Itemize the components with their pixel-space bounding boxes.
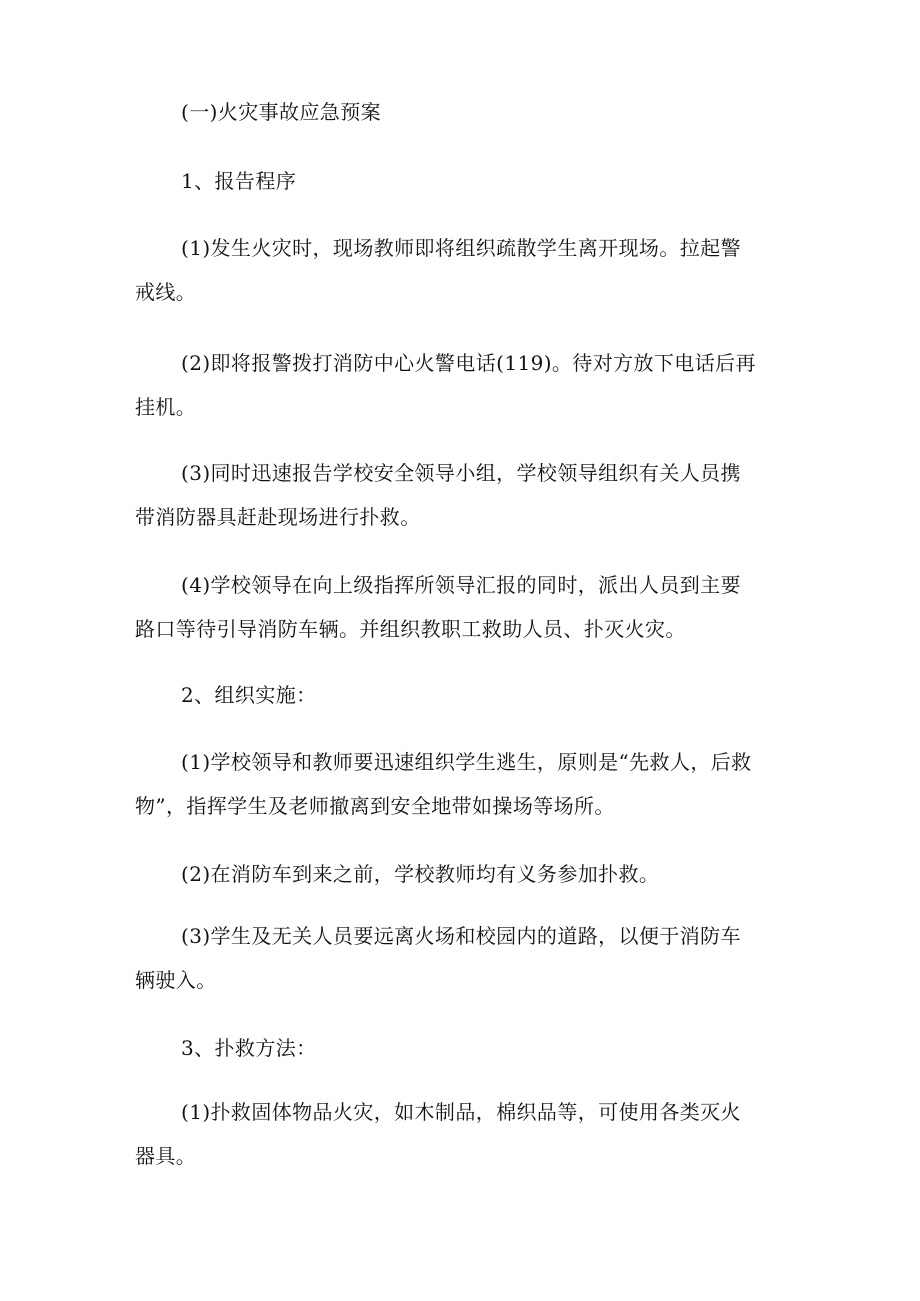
paragraph-item [135, 563, 790, 651]
subheading-report-procedure [135, 159, 790, 203]
paragraph-item [135, 1090, 790, 1178]
paragraph-item [135, 226, 790, 314]
paragraph-item [135, 451, 790, 539]
text-line: 物”，指挥学生及老师撤离到安全地带如操场等场所。 [135, 794, 615, 818]
text-line: (4)学校领导在向上级指挥所领导汇报的同时，派出人员到主要 [181, 573, 741, 597]
text-line: 1、报告程序 [181, 169, 297, 193]
paragraph-item [135, 740, 790, 828]
text-line: (3)同时迅速报告学校安全领导小组，学校领导组织有关人员携 [181, 461, 741, 485]
text-line: 辆驶入。 [135, 968, 217, 992]
text-line: (1)发生火灾时，现场教师即将组织疏散学生离开现场。拉起警 [181, 236, 741, 260]
paragraph-item [135, 852, 790, 896]
text-line: (1)学校领导和教师要迅速组织学生逃生，原则是“先救人，后救 [181, 750, 752, 774]
text-line: (1)扑救固体物品火灾，如木制品，棉织品等，可使用各类灭火 [181, 1100, 741, 1124]
text-line: (一)火灾事故应急预案 [181, 100, 382, 124]
text-line: (3)学生及无关人员要远离火场和校园内的道路，以便于消防车 [181, 924, 741, 948]
text-line: (2)即将报警拨打消防中心火警电话(119)。待对方放下电话后再 [181, 351, 756, 375]
text-line: 戒线。 [135, 280, 197, 304]
paragraph-item [135, 914, 790, 1002]
text-line: (2)在消防车到来之前，学校教师均有义务参加扑救。 [181, 862, 660, 886]
text-line: 3、扑救方法： [181, 1036, 317, 1060]
text-line: 带消防器具赶赴现场进行扑救。 [135, 505, 421, 529]
text-line: 2、组织实施： [181, 683, 317, 707]
text-line: 路口等待引导消防车辆。并组织教职工救助人员、扑灭火灾。 [135, 617, 686, 641]
paragraph-item [135, 341, 790, 429]
subheading-organize [135, 673, 790, 717]
subheading-methods [135, 1026, 790, 1070]
text-line: 挂机。 [135, 395, 197, 419]
text-line: 器具。 [135, 1144, 197, 1168]
section-heading [135, 90, 790, 134]
